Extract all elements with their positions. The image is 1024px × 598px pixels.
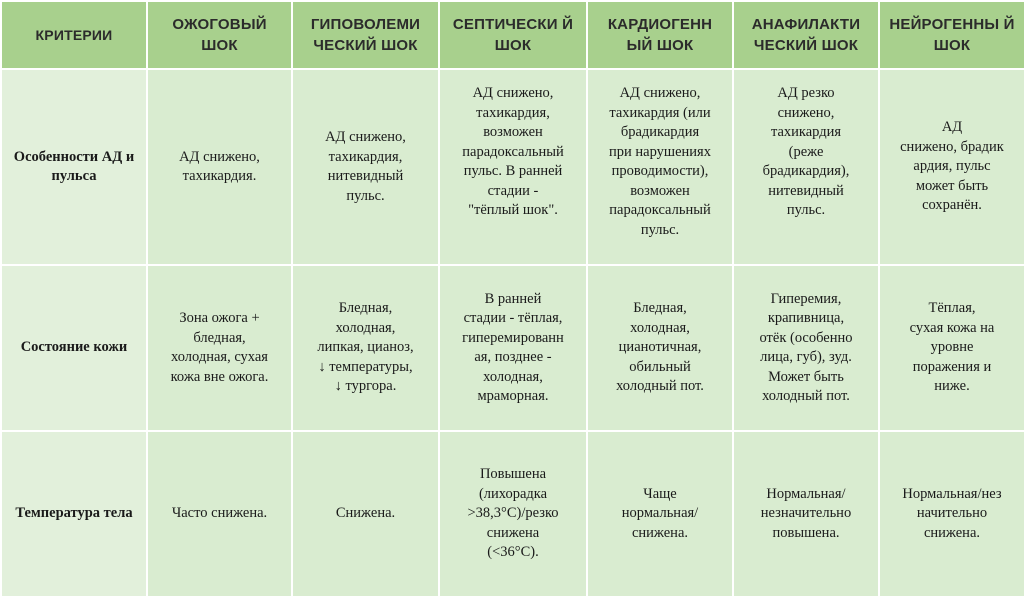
header-hypovolemic-shock: ГИПОВОЛЕМИ ЧЕСКИЙ ШОК bbox=[292, 1, 439, 69]
table-cell: Повышена (лихорадка >38,3°С)/резко снижена (<36°С). bbox=[439, 431, 587, 597]
table-cell: Нормальная/нез начительно снижена. bbox=[879, 431, 1024, 597]
table-cell: АД снижено, тахикардия, нитевидный пульс. bbox=[292, 69, 439, 265]
table-cell: АД снижено, тахикардия, возможен парадоксальный пульс. В ранней стадии - "тёплый шок". bbox=[439, 69, 587, 265]
header-neurogenic-shock: НЕЙРОГЕННЫ Й ШОК bbox=[879, 1, 1024, 69]
table-cell: АД снижено, тахикардия (или брадикардия при нарушениях проводимости), возможен парадоксальный пульс. bbox=[587, 69, 733, 265]
table-row bbox=[1, 431, 1024, 597]
table-cell: Тёплая, сухая кожа на уровне поражения и ниже. bbox=[879, 265, 1024, 431]
table-cell: Снижена. bbox=[292, 431, 439, 597]
criterion-cell: Температура тела bbox=[1, 431, 147, 597]
table-cell: В ранней стадии - тёплая, гиперемированн ая, позднее - холодная, мраморная. bbox=[439, 265, 587, 431]
table-cell: АД резко снижено, тахикардия (реже брадикардия), нитевидный пульс. bbox=[733, 69, 879, 265]
table-row bbox=[1, 69, 1024, 265]
table-row bbox=[1, 265, 1024, 431]
table-cell: Чаще нормальная/ снижена. bbox=[587, 431, 733, 597]
table-cell: Бледная, холодная, цианотичная, обильный холодный пот. bbox=[587, 265, 733, 431]
table-cell: Зона ожога + бледная, холодная, сухая кожа вне ожога. bbox=[147, 265, 292, 431]
table-cell: АД снижено, тахикардия. bbox=[147, 69, 292, 265]
table-cell: АД снижено, брадик ардия, пульс может быть сохранён. bbox=[879, 69, 1024, 265]
header-anaphylactic-shock: АНАФИЛАКТИ ЧЕСКИЙ ШОК bbox=[733, 1, 879, 69]
criterion-cell: Особенности АД и пульса bbox=[1, 69, 147, 265]
header-cardiogenic-shock: КАРДИОГЕНН ЫЙ ШОК bbox=[587, 1, 733, 69]
header-row bbox=[1, 1, 1024, 69]
table-cell: Нормальная/ незначительно повышена. bbox=[733, 431, 879, 597]
header-criteria: КРИТЕРИИ bbox=[1, 1, 147, 69]
header-burn-shock: ОЖОГОВЫЙ ШОК bbox=[147, 1, 292, 69]
criterion-cell: Состояние кожи bbox=[1, 265, 147, 431]
table-cell: Бледная, холодная, липкая, цианоз, ↓ температуры, ↓ тургора. bbox=[292, 265, 439, 431]
header-septic-shock: СЕПТИЧЕСКИ Й ШОК bbox=[439, 1, 587, 69]
table-cell: Гиперемия, крапивница, отёк (особенно лица, губ), зуд. Может быть холодный пот. bbox=[733, 265, 879, 431]
table-cell: Часто снижена. bbox=[147, 431, 292, 597]
